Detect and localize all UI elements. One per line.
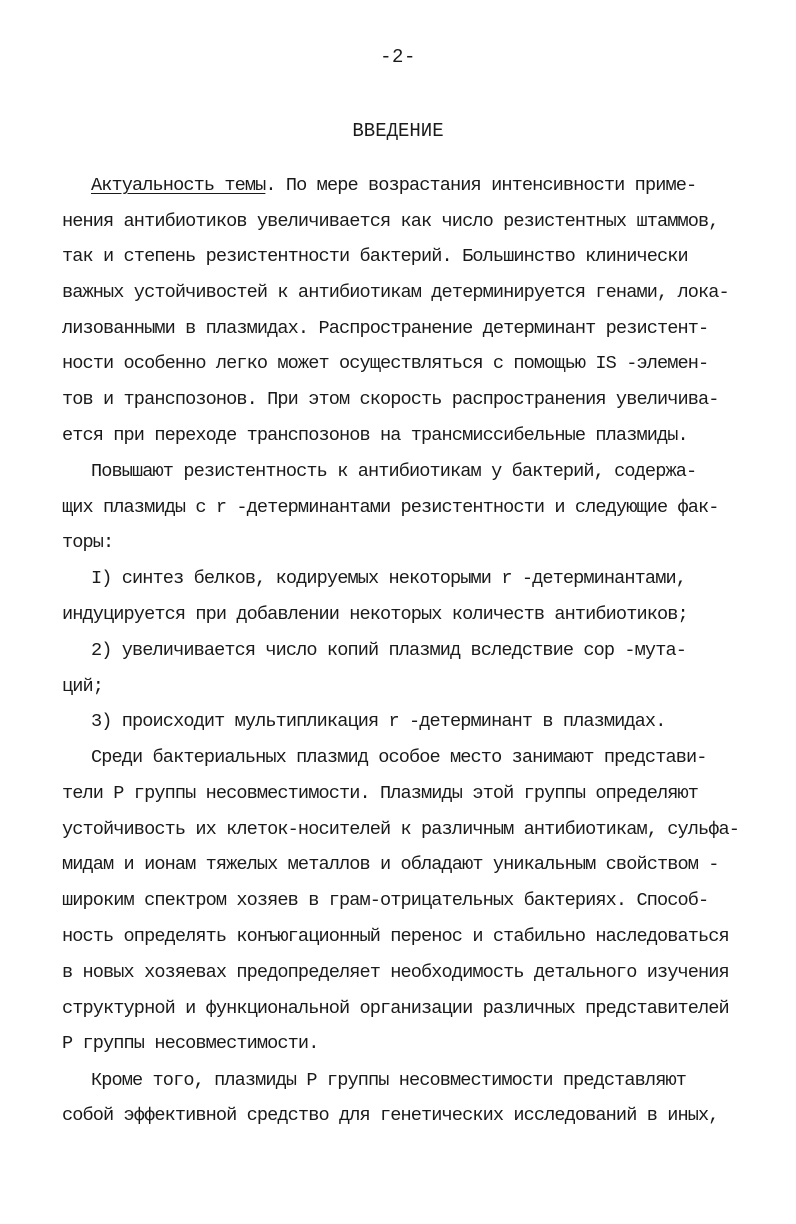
text-line: Р группы несовместимости.	[62, 1033, 319, 1054]
list-item: 3) происходит мультипликация r -детерминант в плазмидах.	[91, 711, 666, 732]
topic-relevance-label: Актуальность темы	[91, 175, 266, 196]
text-line: в новых хозяевах предопределяет необходимость детального изучения	[62, 962, 729, 983]
text-line: структурной и функциональной организации различных представителей	[62, 998, 729, 1019]
text-line: ности особенно легко может осуществляться с помощью IS -элемен-	[62, 353, 709, 374]
list-item: I) синтез белков, кодируемых некоторыми r -детерминантами,	[91, 568, 686, 589]
text-line: мидам и ионам тяжелых металлов и обладают уникальным свойством -	[62, 854, 719, 875]
text-line: Повышают резистентность к антибиотикам у бактерий, содержа-	[91, 461, 697, 482]
text-line: лизованными в плазмидах. Распространение детерминант резистент-	[62, 318, 709, 339]
text-line: торы:	[62, 532, 114, 553]
text-line: ется при переходе транспозонов на трансмиссибельные плазмиды.	[62, 425, 688, 446]
text-line: индуцируется при добавлении некоторых количеств антибиотиков;	[62, 604, 688, 625]
list-item: 2) увеличивается число копий плазмид вследствие cop -мута-	[91, 640, 686, 661]
text-line: ций;	[62, 676, 104, 697]
section-heading: ВВЕДЕНИЕ	[352, 120, 444, 142]
text-line: тов и транспозонов. При этом скорость распространения увеличива-	[62, 389, 719, 410]
text-line: собой эффективной средство для генетических исследований в иных,	[62, 1105, 719, 1126]
page-number: -2-	[380, 46, 416, 68]
text-line: нения антибиотиков увеличивается как число резистентных штаммов,	[62, 211, 719, 232]
text-line: Среди бактериальных плазмид особое место занимают представи-	[91, 747, 707, 768]
text-line: тели Р группы несовместимости. Плазмиды этой группы определяют	[62, 783, 699, 804]
text-line: важных устойчивостей к антибиотикам детерминируется генами, лока-	[62, 282, 729, 303]
text-line: щих плазмиды с r -детерминантами резистентности и следующие фак-	[62, 497, 719, 518]
text-line: ность определять конъюгационный перенос и стабильно наследоваться	[62, 926, 729, 947]
text-line: широким спектром хозяев в грам-отрицательных бактериях. Способ-	[62, 890, 709, 911]
text-line: Кроме того, плазмиды Р группы несовместимости представляют	[91, 1070, 686, 1091]
text-line: Актуальность темы. По мере возрастания интенсивности приме-	[91, 175, 697, 196]
text-line: так и степень резистентности бактерий. Большинство клинически	[62, 246, 688, 267]
text-line: устойчивость их клеток-носителей к различным антибиотикам, сульфа-	[62, 819, 740, 840]
